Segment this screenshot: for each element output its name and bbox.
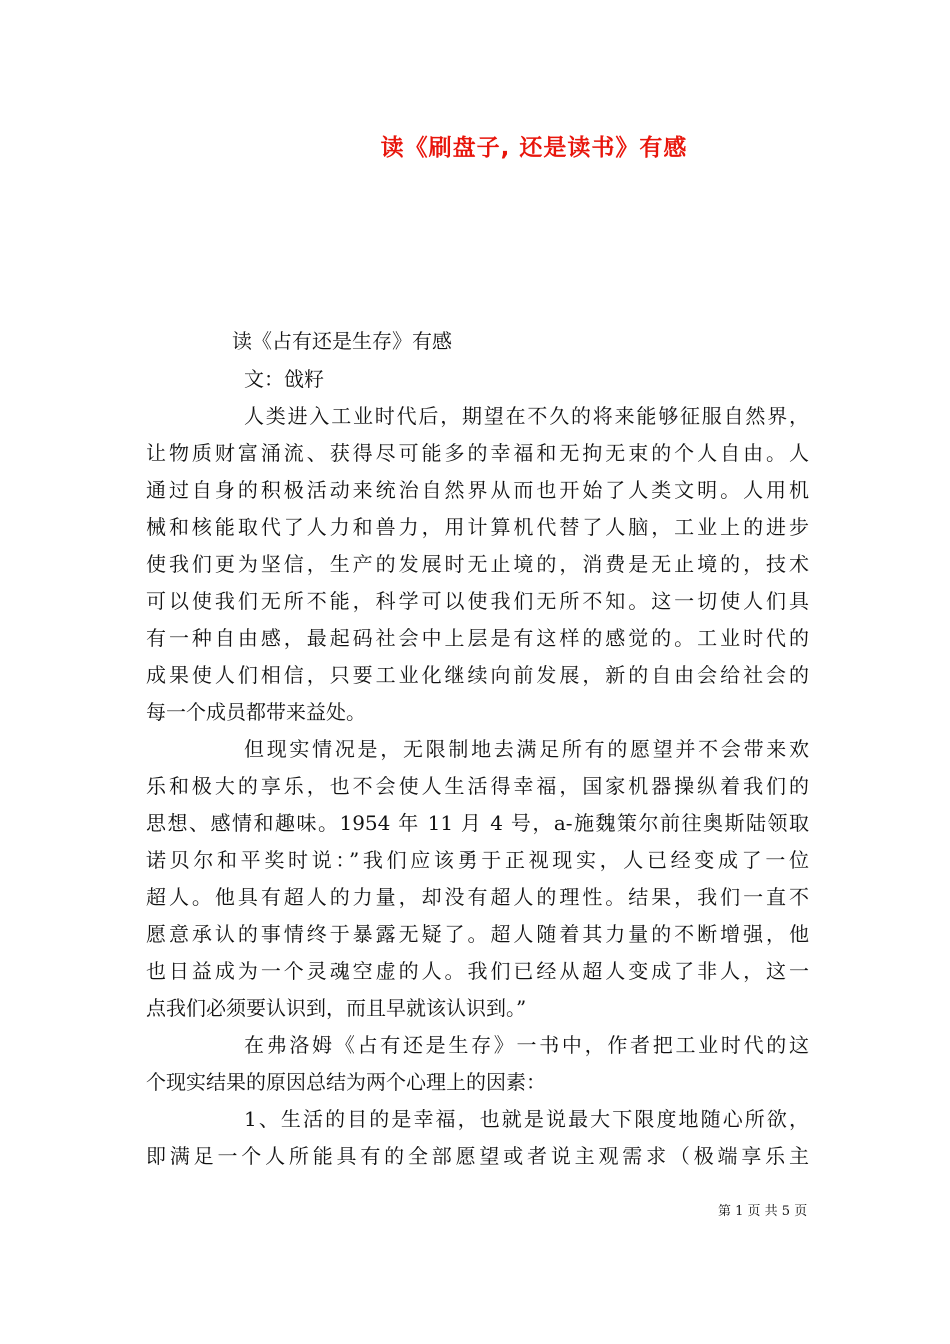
body-line: 即满足一个人所能具有的全部愿望或者说主观需求（极端享乐主 <box>146 1144 809 1168</box>
body-line: 思想、感情和趣味。1954 年 11 月 4 号，a-施魏策尔前往奥斯陆领取 <box>146 811 809 835</box>
body-line: 通过自身的积极活动来统治自然界从而也开始了人类文明。人用机 <box>146 478 809 502</box>
body-line: 也日益成为一个灵魂空虚的人。我们已经从超人变成了非人，这一 <box>146 959 809 983</box>
body-line: 让物质财富涌流、获得尽可能多的幸福和无拘无束的个人自由。人 <box>146 441 809 465</box>
body-line: 1、生活的目的是幸福，也就是说最大下限度地随心所欲， <box>244 1107 809 1131</box>
body-line: 人类进入工业时代后，期望在不久的将来能够征服自然界， <box>244 404 809 428</box>
body-line: 械和核能取代了人力和兽力，用计算机代替了人脑，工业上的进步 <box>146 515 809 539</box>
body-line: 超人。他具有超人的力量，却没有超人的理性。结果，我们一直不 <box>146 885 809 909</box>
page-footer: 第 1 页 共 5 页 <box>718 1204 808 1219</box>
body-line: 点我们必须要认识到，而且早就该认识到。” <box>146 996 527 1020</box>
body-line: 在弗洛姆《占有还是生存》一书中，作者把工业时代的这 <box>244 1033 809 1057</box>
body-line: 可以使我们无所不能，科学可以使我们无所不知。这一切使人们具 <box>146 589 809 613</box>
body-line: 但现实情况是，无限制地去满足所有的愿望并不会带来欢 <box>244 737 809 761</box>
body-line: 诺贝尔和平奖时说：”我们应该勇于正视现实，人已经变成了一位 <box>146 848 809 872</box>
body-line: 每一个成员都带来益处。 <box>146 700 366 724</box>
body-line: 愿意承认的事情终于暴露无疑了。超人随着其力量的不断增强，他 <box>146 922 809 946</box>
body-line: 成果使人们相信，只要工业化继续向前发展，新的自由会给社会的 <box>146 663 809 687</box>
body-line: 个现实结果的原因总结为两个心理上的因素： <box>146 1070 546 1094</box>
body-line: 有一种自由感，最起码社会中上层是有这样的感觉的。工业时代的 <box>146 626 809 650</box>
document-subtitle: 读《占有还是生存》有感 <box>232 329 452 353</box>
body-line: 乐和极大的享乐，也不会使人生活得幸福，国家机器操纵着我们的 <box>146 774 809 798</box>
body-line: 使我们更为坚信，生产的发展时无止境的，消费是无止境的，技术 <box>146 552 809 576</box>
document-author: 文：戗籽 <box>244 367 324 391</box>
document-title: 读《刷盘子, 还是读书》有感 <box>380 135 688 161</box>
